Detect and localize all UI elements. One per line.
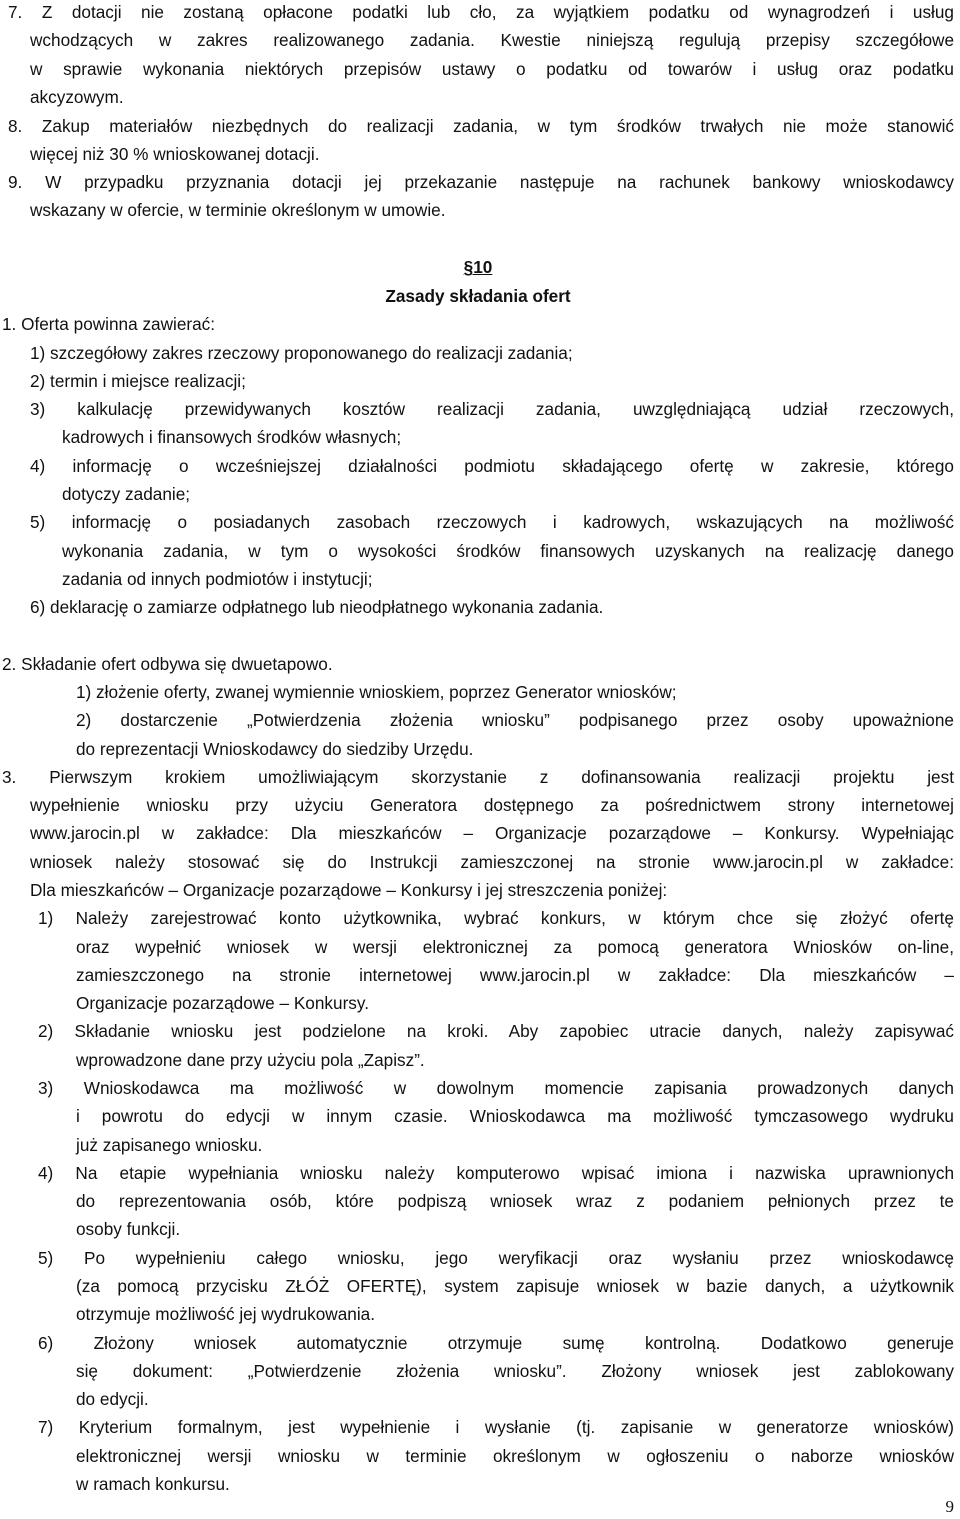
paragraph-7-line-3: w sprawie wykonania niektórych przepisów ustawy o podatku od towarów i usług oraz podatku [30,59,954,79]
instruction-6-line-1: 6) Złożony wniosek automatycznie otrzymuje sumę kontrolną. Dodatkowo generuje [38,1333,954,1353]
instruction-3-line-3: już zapisanego wniosku. [76,1135,263,1155]
offer-content-item-5-line-3: zadania od innych podmiotów i instytucji; [62,569,373,589]
submission-step-2-line-1: 2) dostarczenie „Potwierdzenia złożenia wniosku” podpisanego przez osoby upoważnione [76,710,954,730]
paragraph-9-line-2: wskazany w ofercie, w terminie określonym w umowie. [30,200,446,220]
offer-content-item-4-line-2: dotyczy zadanie; [62,484,191,504]
paragraph-8-line-2: więcej niż 30 % wnioskowanej dotacji. [30,144,320,164]
offer-content-item-6: 6) deklarację o zamiarze odpłatnego lub nieodpłatnego wykonania zadania. [30,597,604,617]
instruction-3-line-2: i powrotu do edycji w innym czasie. Wnioskodawca ma możliwość tymczasowego wydruku [76,1106,954,1126]
paragraph-7-line-2: wchodzących w zakres realizowanego zadania. Kwestie niniejszą regulują przepisy szczegółowe [30,30,954,50]
instruction-5-line-3: otrzymuje możliwość jej wydrukowania. [76,1304,375,1324]
section-10-item-3-line-3: www.jarocin.pl w zakładce: Dla mieszkańców – Organizacje pozarządowe – Konkursy. Wypełniając [30,823,954,843]
instruction-7-line-2: elektronicznej wersji wniosku w terminie określonym w ogłoszeniu o naborze wniosków [76,1446,954,1466]
section-10-item-2: 2. Składanie ofert odbywa się dwuetapowo. [2,654,333,674]
offer-content-item-5-line-1: 5) informację o posiadanych zasobach rzeczowych i kadrowych, wskazujących na możliwość [30,512,954,532]
instruction-1-line-1: 1) Należy zarejestrować konto użytkownika, wybrać konkurs, w którym chce się złożyć ofertę [38,908,954,928]
offer-content-item-1: 1) szczegółowy zakres rzeczowy proponowanego do realizacji zadania; [30,343,573,363]
instruction-2-line-1: 2) Składanie wniosku jest podzielone na kroki. Aby zapobiec utracie danych, należy zapisywać [38,1021,954,1041]
paragraph-7-line-1: 7. Z dotacji nie zostaną opłacone podatki lub cło, za wyjątkiem podatku od wynagrodzeń i usług [8,2,954,22]
instruction-6-line-3: do edycji. [76,1389,149,1409]
instruction-4-line-3: osoby funkcji. [76,1219,181,1239]
section-10-item-3-line-1: 3. Pierwszym krokiem umożliwiającym skorzystanie z dofinansowania realizacji projektu jest [2,767,954,787]
instruction-7-line-1: 7) Kryterium formalnym, jest wypełnienie i wysłanie (tj. zapisanie w generatorze wniosków) [38,1417,954,1437]
section-10-item-1: 1. Oferta powinna zawierać: [2,314,216,334]
instruction-3-line-1: 3) Wnioskodawca ma możliwość w dowolnym momencie zapisania prowadzonych danych [38,1078,954,1098]
instruction-4-line-1: 4) Na etapie wypełniania wniosku należy komputerowo wpisać imiona i nazwiska uprawnionych [38,1163,954,1183]
instruction-1-line-2: oraz wypełnić wniosek w wersji elektronicznej za pomocą generatora Wniosków on-line, [76,937,954,957]
submission-step-2-line-2: do reprezentacji Wnioskodawcy do siedziby Urzędu. [76,739,474,759]
paragraph-9-line-1: 9. W przypadku przyznania dotacji jej przekazanie następuje na rachunek bankowy wnioskodawcy [8,172,954,192]
instruction-5-line-1: 5) Po wypełnieniu całego wniosku, jego weryfikacji oraz wysłaniu przez wnioskodawcę [38,1248,954,1268]
offer-content-item-2: 2) termin i miejsce realizacji; [30,371,246,391]
instruction-6-line-2: się dokument: „Potwierdzenie złożenia wniosku”. Złożony wniosek jest zablokowany [76,1361,954,1381]
submission-step-1: 1) złożenie oferty, zwanej wymiennie wnioskiem, poprzez Generator wniosków; [76,682,677,702]
section-10-item-3-line-5: Dla mieszkańców – Organizacje pozarządowe – Konkursy i jej streszczenia poniżej: [30,880,668,900]
instruction-5-line-2: (za pomocą przycisku ZŁÓŻ OFERTĘ), system zapisuje wniosek w bazie danych, a użytkownik [76,1276,954,1296]
offer-content-item-4-line-1: 4) informację o wcześniejszej działalności podmiotu składającego ofertę w zakresie, którego [30,456,954,476]
offer-content-item-3-line-2: kadrowych i finansowych środków własnych; [62,427,402,447]
page-number: 9 [945,1497,954,1516]
section-10-item-3-line-2: wypełnienie wniosku przy użyciu Generatora dostępnego za pośrednictwem strony internetowej [30,795,954,815]
instruction-7-line-3: w ramach konkursu. [76,1474,230,1494]
section-title: Zasady składania ofert [385,286,571,306]
section-10-item-3-line-4: wniosek należy stosować się do Instrukcji zamieszczonej na stronie www.jarocin.pl w zakładce: [30,852,954,872]
section-number: §10 [463,257,493,277]
offer-content-item-5-line-2: wykonania zadania, w tym o wysokości środków finansowych uzyskanych na realizację danego [62,541,954,561]
offer-content-item-3-line-1: 3) kalkulację przewidywanych kosztów realizacji zadania, uwzględniającą udział rzeczowych, [30,399,954,419]
instruction-2-line-2: wprowadzone dane przy użyciu pola „Zapisz”. [76,1050,425,1070]
instruction-1-line-3: zamieszczonego na stronie internetowej www.jarocin.pl w zakładce: Dla mieszkańców – [76,965,954,985]
instruction-1-line-4: Organizacje pozarządowe – Konkursy. [76,993,369,1013]
instruction-4-line-2: do reprezentowania osób, które podpiszą wniosek wraz z podaniem pełnionych przez te [76,1191,954,1211]
paragraph-7-line-4: akcyzowym. [30,87,124,107]
paragraph-8-line-1: 8. Zakup materiałów niezbędnych do realizacji zadania, w tym środków trwałych nie może stanowić [8,116,954,136]
